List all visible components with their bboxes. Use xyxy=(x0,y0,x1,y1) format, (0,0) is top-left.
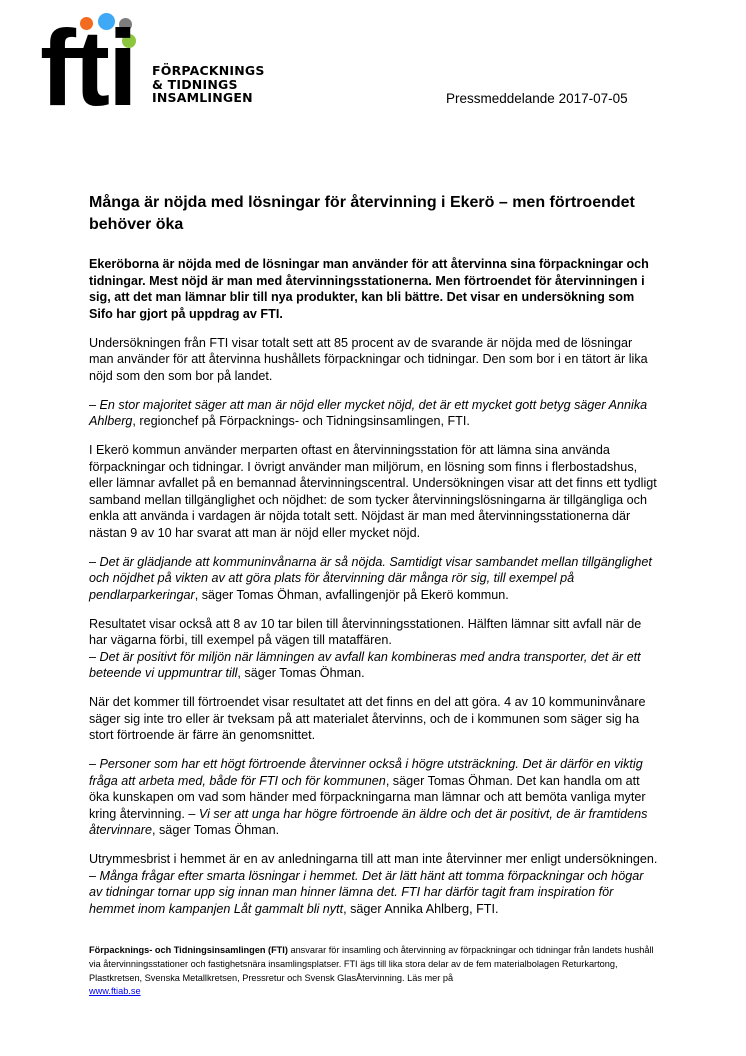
paragraph-1: Undersökningen från FTI visar totalt sett att 85 procent av de svarande är nöjda med de lösningar man använder för att återvinna hushållets förpackningar och tidningar. Den som bor i en tätort är lika nöjd som den som bor på landet. xyxy=(89,335,648,383)
article xyxy=(89,192,659,930)
paragraph-5 xyxy=(89,616,659,682)
logo-line-1: FÖRPACKNINGS xyxy=(152,63,265,78)
article-title: Många är nöjda med lösningar för återvinning i Ekerö – men förtroendet behöver öka xyxy=(89,194,635,233)
quote: – Många frågar efter smarta lösningar i hemmet. Det är lätt hänt att tomma förpackningar och högar av tidningar tornar upp sig innan man hinner lämna det. FTI har därför tagit fram inspiration för hemmet inom kampanjen Låt gammalt bli nytt xyxy=(89,868,644,916)
logo-line-2: & TIDNINGS xyxy=(152,76,238,92)
article-lead: Ekeröborna är nöjda med de lösningar man använder för att återvinna sina förpackningar och tidningar. Mest nöjd är man med återvinningsstationerna. Men förtroendet för återvinningen i sig, att det man lämnar blir till nya produkter, kan bli bättre. Det visar en undersökning som Sifo har gjort på uppdrag av FTI. xyxy=(89,257,649,321)
text: Utrymmesbrist i hemmet är en av anledningarna till att man inte återvinner mer enligt undersökningen. xyxy=(89,852,658,866)
paragraph-8 xyxy=(89,851,659,917)
attribution: , säger Tomas Öhman, avfallingenjör på Ekerö kommun. xyxy=(194,587,509,602)
text: , säger Tomas Öhman. Det kan handla om att öka kunskapen om vad som händer med förpackningarna man lämnar och att bemöta vanliga myter kring återvinning. – xyxy=(89,773,646,821)
footer-website-link[interactable]: www.ftiab.se xyxy=(89,986,141,997)
paragraph-4 xyxy=(89,554,659,604)
attribution: , säger Tomas Öhman. xyxy=(152,823,280,837)
fti-logo xyxy=(40,7,280,128)
quote: – Det är glädjande att kommuninvånarna är så nöjda. Samtidigt visar sambandet mellan tillgänglighet och nöjdhet på vikten av att göra plats för återvinning där många rör sig, till exempel på pendlarparkeringar xyxy=(89,554,652,602)
paragraph-3: I Ekerö kommun använder merparten oftast en återvinningsstation för att lämna sina använda förpackningar och tidningar. I övrigt använder man miljörum, en lösning som finns i flerbostadshus, eller lämnar avfallet på en bemannad återvinningscentral. Undersökningen visar att det finns ett tydligt samband mellan tillgänglighet och nöjdhet: de som tycker återvinningslösningarna är tillgängliga och enkla att använda i vardagen är nöjda totalt sett. Nöjdast är man med återvinningsstationerna där nästan 9 av 10 har svarat att man är nöjd eller mycket nöjd. xyxy=(89,443,657,540)
paragraph-6: När det kommer till förtroendet visar resultatet att det finns en del att göra. 4 av 10 kommuninvånare säger sig inte tro eller är tveksam på att materialet återvinns, och de i kommunen som säger sig ha stort förtroende är färre än genomsnittet. xyxy=(89,695,646,742)
logo-subtitle xyxy=(152,64,265,105)
press-release-date: Pressmeddelande 2017-07-05 xyxy=(446,91,628,106)
attribution: , säger Annika Ahlberg, FTI. xyxy=(343,901,499,916)
attribution: , säger Tomas Öhman. xyxy=(237,666,365,680)
logo-wordmark: fti xyxy=(40,7,136,128)
attribution: , regionchef på Förpacknings- och Tidningsinsamlingen, FTI. xyxy=(132,414,470,428)
quote: Vi ser att unga har högre förtroende än äldre och det är positivt, de är framtidens återvinnare xyxy=(89,806,648,837)
quote: – En stor majoritet säger att man är nöjd eller mycket nöjd, det är ett mycket gott betyg säger Annika Ahlberg xyxy=(89,397,648,428)
footer-about xyxy=(89,944,661,999)
quote: – Det är positivt för miljön när lämningen av avfall kan kombineras med andra transporter, det är ett beteende vi uppmuntrar till xyxy=(89,649,641,680)
text: Resultatet visar också att 8 av 10 tar bilen till återvinningsstationen. Hälften lämnar sitt avfall när de har vägarna förbi, till exempel på vägen till mataffären. xyxy=(89,616,642,647)
paragraph-2 xyxy=(89,397,659,430)
footer-text: ansvarar för insamling och återvinning av förpackningar och tidningar från landets hushåll via återvinningsstationer och fastighetsnära insamlingsplatser. FTI ägs till lika stora delar av de fem materialbolagen Returkartong, Plastkretsen, Svenska Metallkretsen, Pressretur och Svensk GlasÅtervinning. Läs mer på xyxy=(89,945,654,983)
quote: – Personer som har ett högt förtroende återvinner också i högre utsträckning. Det är därför en viktig fråga att arbeta med, både för FTI och för kommunen xyxy=(89,757,643,788)
paragraph-7 xyxy=(89,756,659,839)
logo-line-3: INSAMLINGEN xyxy=(152,90,253,105)
footer-org-name: Förpacknings- och Tidningsinsamlingen (FTI) xyxy=(89,945,288,955)
